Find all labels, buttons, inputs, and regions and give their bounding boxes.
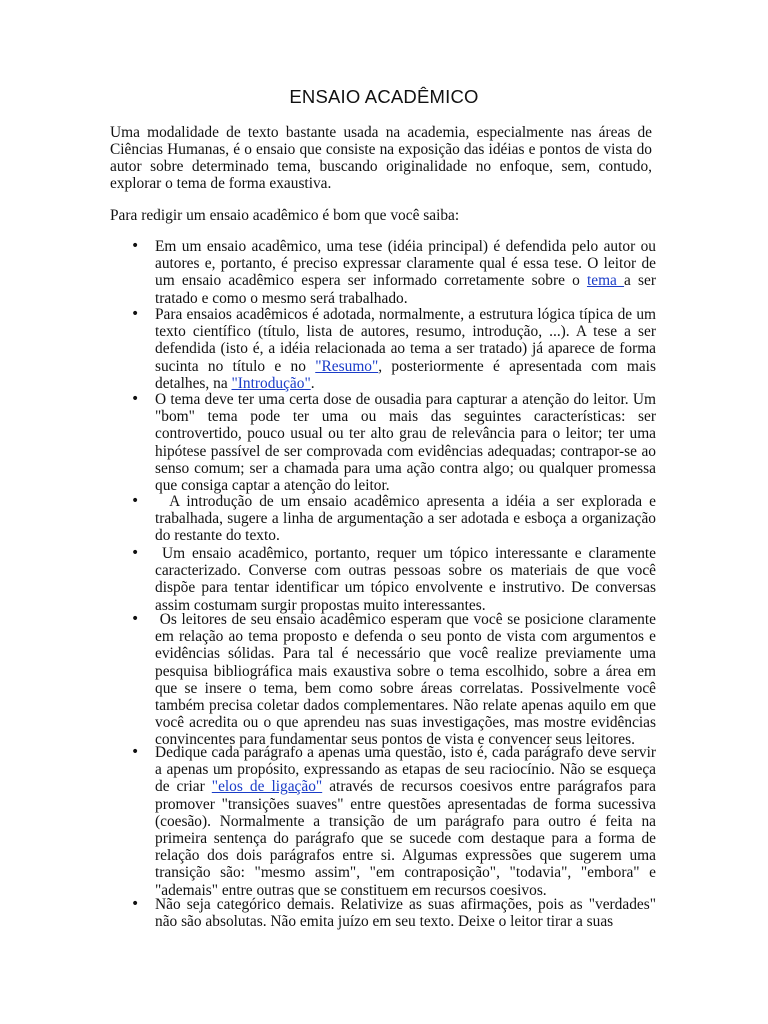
list-item-text: , posteriormente é apresentada com mais detalhes, na bbox=[155, 357, 656, 392]
bullet-icon: • bbox=[131, 391, 140, 407]
link-resumo[interactable]: "Resumo" bbox=[315, 357, 379, 375]
list-item bbox=[131, 306, 656, 392]
list-item-text: a ser tratado e como o mesmo será trabalhado. bbox=[155, 272, 656, 307]
bullet-icon: • bbox=[131, 493, 140, 509]
list-item-text: Um ensaio acadêmico, portanto, requer um tópico interessante e claramente caracterizado. Converse com outras pessoas sobre os materiais de que você dispõe para tentar identificar um tópico envolvente e instrutivo. De conversas assim costumam surgir propostas muito interessantes. bbox=[155, 545, 660, 614]
bullet-icon: • bbox=[131, 306, 140, 322]
list-item-text: Não seja categórico demais. Relativize as suas afirmações, pois as "verdades" não são absolutas. Não emita juízo em seu texto. Deixe o leitor tirar a suas bbox=[155, 896, 656, 931]
list-item bbox=[131, 545, 660, 614]
bullet-icon: • bbox=[131, 238, 140, 254]
list-item bbox=[131, 744, 657, 899]
link-tema[interactable]: tema bbox=[586, 272, 625, 290]
list-item bbox=[131, 493, 660, 545]
list-item-text: O tema deve ter uma certa dose de ousadia para capturar a atenção do leitor. Um "bom" tema pode ter uma ou mais das seguintes características: ser controvertido, pouco usual ou ter alto grau de relevância para o leitor; ter uma hipótese passível de ser comprovada com evidências adequadas; contrapor-se ao senso comum; ser a chamada para uma ação contra algo; ou qualquer promessa que consiga captar a atenção do leitor. bbox=[155, 391, 656, 495]
list-item-text: Os leitores de seu ensaio acadêmico esperam que você se posicione claramente em relação ao tema proposto e defenda o seu ponto de vista com argumentos e evidências sólidas. Para tal é necessário que você realize previamente uma pesquisa bibliográfica mais exaustiva sobre o tema escolhido, sobre a área em que se insere o tema, bem como sobre áreas correlatas. Possivelmente você também precisa coletar dados complementares. Não relate apenas aquilo em que você acredita ou o que aprendeu nas suas investigações, mas mostre evidências convincentes para fundamentar seus pontos de vista e convencer seus leitores. bbox=[155, 611, 660, 749]
bullet-icon: • bbox=[131, 896, 140, 912]
intro-paragraph: Uma modalidade de texto bastante usada na academia, especialmente nas áreas de Ciências Humanas, é o ensaio que consiste na exposição das idéias e pontos de vista do autor sobre determinado tema, buscando originalidade no enfoque, sem, contudo, explorar o tema de forma exaustiva. bbox=[110, 124, 652, 192]
lead-paragraph: Para redigir um ensaio acadêmico é bom que você saiba: bbox=[110, 207, 460, 224]
list-item-text: Para ensaios acadêmicos é adotada, normalmente, a estrutura lógica típica de um texto científico (título, lista de autores, resumo, introdução, ...). A tese a ser defendida (isto é, a idéia relacionada ao tema a ser tratado) já aparece de forma sucinta no título e no bbox=[155, 306, 656, 375]
list-item-text: . bbox=[310, 374, 315, 392]
bullet-icon: • bbox=[131, 545, 140, 561]
bullet-icon: • bbox=[131, 611, 140, 627]
list-item bbox=[131, 391, 656, 495]
link-introducao[interactable]: "Introdução" bbox=[231, 374, 311, 392]
list-item-text: através de recursos coesivos entre parágrafos para promover "transições suaves" entre questões apresentadas de forma sucessiva (coesão). Normalmente a transição de um parágrafo para outro é feita na primeira sentença do parágrafo que se sucede com destaque para a forma de relação dos dois parágrafos entre si. Algumas expressões que sugerem uma transição são: "mesmo assim", "em contraposição", "todavia", "embora" e "ademais" entre outras que se constituem em recursos coesivos. bbox=[155, 778, 657, 899]
bullet-icon: • bbox=[131, 744, 140, 760]
list-item bbox=[131, 896, 656, 931]
list-item-text: A introdução de um ensaio acadêmico apresenta a idéia a ser explorada e trabalhada, sugere a linha de argumentação a ser adotada e esboça a organização do restante do texto. bbox=[155, 493, 660, 545]
list-item bbox=[131, 238, 656, 307]
list-item-text: Dedique cada parágrafo a apenas uma questão, isto é, cada parágrafo deve servir a apenas um propósito, expressando as etapas de seu raciocínio. Não se esqueça de criar bbox=[155, 744, 656, 796]
link-elos-de-ligacao[interactable]: "elos de ligação" bbox=[211, 778, 323, 796]
list-item-text: Em um ensaio acadêmico, uma tese (idéia principal) é defendida pelo autor ou autores e, portanto, é preciso expressar claramente qual é essa tese. O leitor de um ensaio acadêmico espera ser informado corretamente sobre o bbox=[155, 238, 656, 290]
document-title: ENSAIO ACADÊMICO bbox=[289, 86, 479, 107]
list-item bbox=[131, 611, 660, 749]
